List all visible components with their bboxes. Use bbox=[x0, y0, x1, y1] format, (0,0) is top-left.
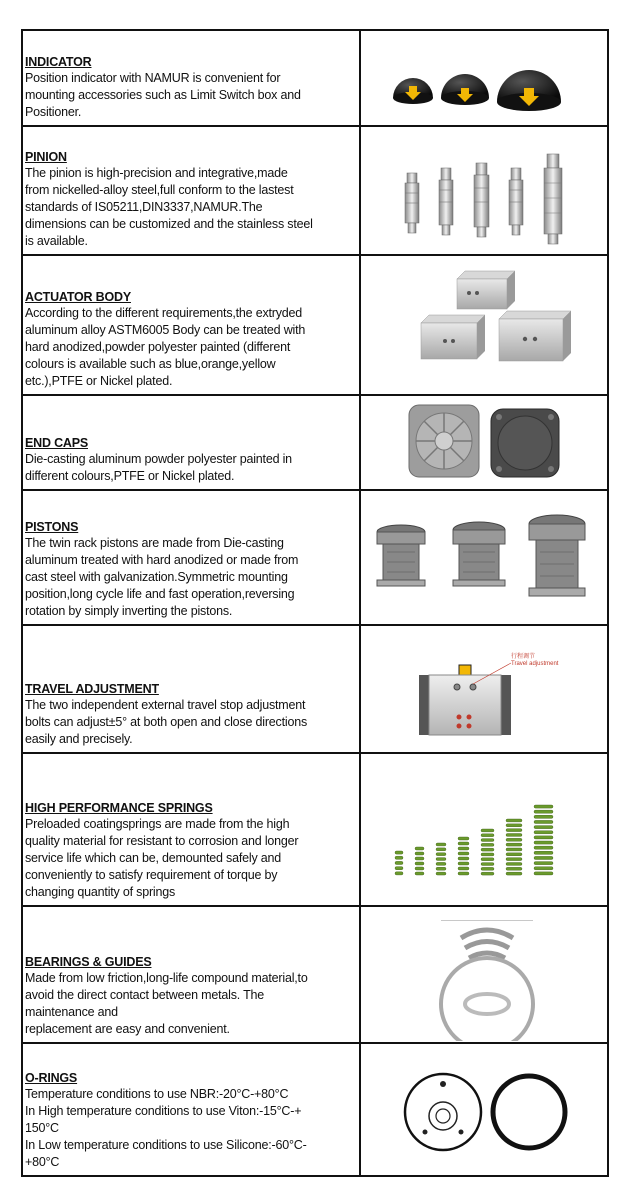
pistons-illustration bbox=[361, 492, 607, 623]
actuator-body-large bbox=[499, 311, 571, 361]
table-row bbox=[23, 491, 607, 626]
table-row bbox=[23, 907, 607, 1044]
piston bbox=[529, 515, 585, 596]
table-row bbox=[23, 626, 607, 754]
row-description: According to the different requirements,the extryded aluminum alloy ASTM6005 Body can be treated with hard anodized,powder polyester painted (different colours is available such as blue,orange,yellow etc.),PTFE or Nickel plated. bbox=[25, 306, 306, 388]
row-title: HIGH PERFORMANCE SPRINGS bbox=[25, 801, 213, 815]
springs-image bbox=[361, 754, 607, 905]
travel-adjustment-image bbox=[361, 626, 607, 752]
guide-strips bbox=[461, 930, 513, 958]
actuator-body-image bbox=[361, 256, 607, 394]
indicator-dome-large bbox=[497, 70, 561, 111]
spring bbox=[436, 843, 446, 875]
pinion-shafts-illustration bbox=[361, 128, 607, 253]
table-row bbox=[23, 256, 607, 396]
spring bbox=[458, 837, 469, 875]
row-title: INDICATOR bbox=[25, 55, 92, 69]
spring bbox=[481, 829, 494, 875]
o-rings-image bbox=[361, 1044, 607, 1175]
bearing-small-ring bbox=[465, 994, 509, 1014]
o-rings-illustration bbox=[361, 1046, 607, 1173]
pinion-shaft bbox=[439, 168, 453, 235]
pinion-shaft bbox=[509, 168, 523, 235]
table-row bbox=[23, 127, 607, 256]
text-cell bbox=[23, 127, 361, 254]
spring bbox=[506, 819, 522, 875]
end-cap-inner bbox=[409, 405, 479, 477]
callout-en: Travel adjustment bbox=[511, 661, 559, 667]
o-ring-large bbox=[493, 1076, 565, 1148]
end-cap-left bbox=[419, 675, 429, 735]
bearings-guides-image bbox=[361, 907, 607, 1042]
row-description: Preloaded coatingsprings are made from the high quality material for resistant to corrosion and longer service life which can be, demounted safely and conveniently to satisfy requirement of torque by changing quantity of springs bbox=[25, 817, 299, 899]
row-description: The twin rack pistons are made from Die-casting aluminum treated with hard anodized or made from cast steel with galvanization.Symmetric mounting position,long cycle life and fast operation,reversing rotation by simply inverting the pistons. bbox=[25, 536, 299, 618]
row-description: The pinion is high-precision and integrative,made from nickelled-alloy steel,full conform to the lastest standards of IS05211,DIN3337,NAMUR.The dimensions can be customized and the stainless steel is available. bbox=[25, 166, 313, 248]
row-description: The two independent external travel stop adjustment bolts can adjust±5° at both open and close directions easily and precisely. bbox=[25, 698, 308, 746]
indicator-image bbox=[361, 31, 607, 125]
pinion-shaft bbox=[474, 163, 489, 237]
end-caps-image bbox=[361, 396, 607, 489]
pinion-shaft bbox=[544, 154, 562, 244]
text-cell bbox=[23, 1044, 361, 1175]
actuator-bodies-illustration bbox=[361, 257, 607, 393]
row-description: Made from low friction,long-life compound material,to avoid the direct contact between metals. The maintenance and replacement are easy and convenient. bbox=[25, 971, 308, 1036]
piston bbox=[453, 522, 505, 586]
piston bbox=[377, 525, 425, 586]
text-cell bbox=[23, 396, 361, 489]
row-description: Temperature conditions to use NBR:-20°C-+80°C In High temperature conditions to use Viton:-15°C-+ 150°C In Low temperature conditions to use Silicone:-60°C- +80°C bbox=[25, 1087, 307, 1169]
row-title: TRAVEL ADJUSTMENT bbox=[25, 682, 159, 696]
indicator-dome-medium bbox=[441, 74, 489, 105]
indicator-dome-small bbox=[393, 78, 433, 104]
row-description: Position indicator with NAMUR is convenient for mounting accessories such as Limit Switch box and Positioner. bbox=[25, 71, 301, 119]
springs-illustration bbox=[361, 755, 607, 904]
actuator-housing bbox=[429, 675, 501, 735]
spring bbox=[534, 805, 553, 875]
spring bbox=[395, 851, 403, 875]
end-cap-right bbox=[501, 675, 511, 735]
row-title: PINION bbox=[25, 150, 67, 164]
row-title: O-RINGS bbox=[25, 1071, 78, 1085]
callout-cn: 行程调节 bbox=[511, 654, 536, 660]
actuator-body-small bbox=[457, 271, 515, 309]
travel-adjustment-callout bbox=[511, 654, 558, 668]
table-row bbox=[23, 1044, 607, 1175]
table-row bbox=[23, 31, 607, 127]
table-row bbox=[23, 396, 607, 491]
component-table bbox=[21, 29, 609, 1177]
text-cell bbox=[23, 754, 361, 905]
row-title: ACTUATOR BODY bbox=[25, 290, 131, 304]
indicator-domes-illustration bbox=[361, 32, 607, 124]
end-cap-outer bbox=[491, 409, 559, 477]
row-title: END CAPS bbox=[25, 436, 88, 450]
text-cell bbox=[23, 626, 361, 752]
pistons-image bbox=[361, 491, 607, 624]
row-title: PISTONS bbox=[25, 520, 79, 534]
indicator-cap bbox=[459, 665, 471, 675]
bearing-ring bbox=[441, 958, 533, 1041]
text-cell bbox=[23, 491, 361, 624]
row-description: Die-casting aluminum powder polyester painted in different colours,PTFE or Nickel plated. bbox=[25, 452, 292, 483]
end-caps-illustration bbox=[361, 397, 607, 488]
pinion-image bbox=[361, 127, 607, 254]
text-cell bbox=[23, 31, 361, 125]
table-row bbox=[23, 754, 607, 907]
row-title: BEARINGS & GUIDES bbox=[25, 955, 152, 969]
bearings-guides-illustration bbox=[361, 908, 607, 1041]
travel-adjustment-illustration bbox=[361, 627, 607, 751]
text-cell bbox=[23, 256, 361, 394]
text-cell bbox=[23, 907, 361, 1042]
spring bbox=[415, 847, 424, 875]
actuator-body-medium bbox=[421, 315, 485, 359]
o-ring-plate bbox=[405, 1074, 481, 1150]
